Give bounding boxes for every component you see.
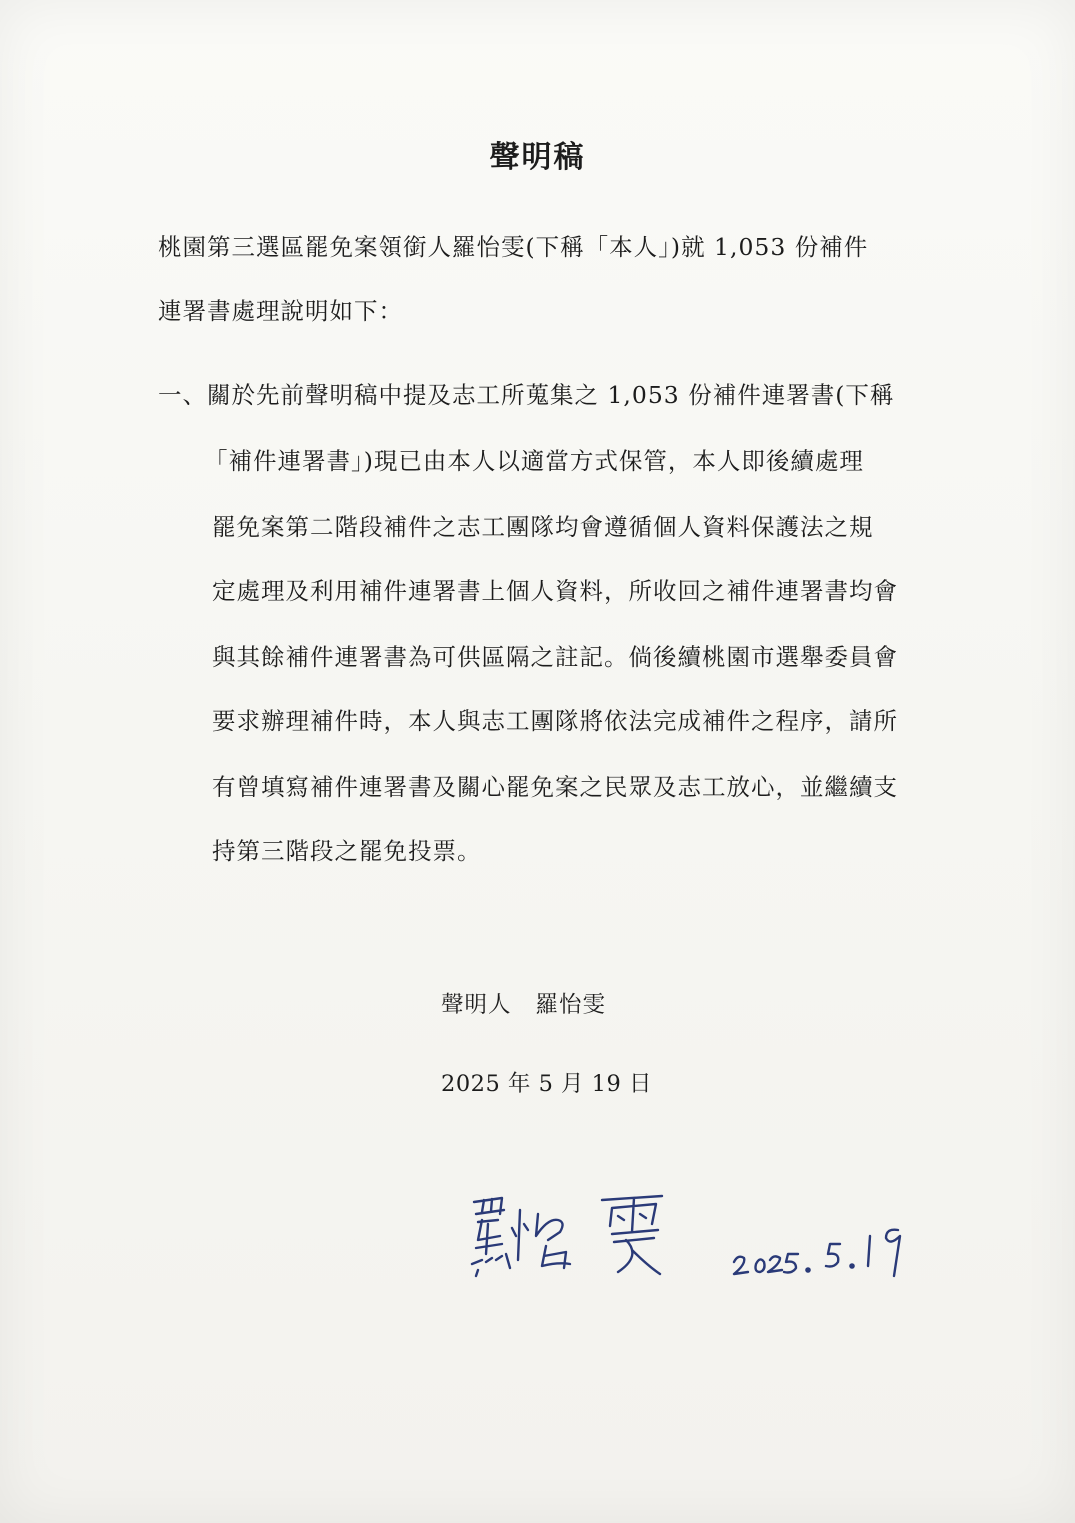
statement-date: 2025 年 5 月 19 日 <box>441 1071 652 1097</box>
item-1-line-4: 定處理及利用補件連署書上個人資料，所收回之補件連署書均會 <box>212 577 898 605</box>
item-1-line-3: 罷免案第二階段補件之志工團隊均會遵循個人資料保護法之規 <box>212 513 874 541</box>
signatory-line <box>441 990 606 1020</box>
item-1-line-8: 持第三階段之罷免投票。 <box>212 837 482 865</box>
item-1-line-2: 「補件連署書」)現已由本人以適當方式保管，本人即後續處理 <box>204 447 864 475</box>
document-title: 聲明稿 <box>489 140 586 175</box>
item-1-line-6: 要求辦理補件時，本人與志工團隊將依法完成補件之程序，請所 <box>212 707 898 735</box>
signatory-label: 聲明人 <box>441 992 512 1018</box>
intro-line-1: 桃園第三選區罷免案領銜人羅怡雯(下稱「本人」)就 1,053 份補件 <box>158 233 869 261</box>
item-1-line-5: 與其餘補件連署書為可供區隔之註記。倘後續桃園市選舉委員會 <box>212 643 898 671</box>
handwritten-signature <box>462 1180 932 1290</box>
item-1-line-7: 有曾填寫補件連署書及關心罷免案之民眾及志工放心，並繼續支 <box>212 773 898 801</box>
intro-line-2: 連署書處理說明如下： <box>158 297 403 325</box>
item-1-line-1: 一、關於先前聲明稿中提及志工所蒐集之 1,053 份補件連署書(下稱 <box>158 381 895 409</box>
signatory-name: 羅怡雯 <box>535 992 607 1018</box>
